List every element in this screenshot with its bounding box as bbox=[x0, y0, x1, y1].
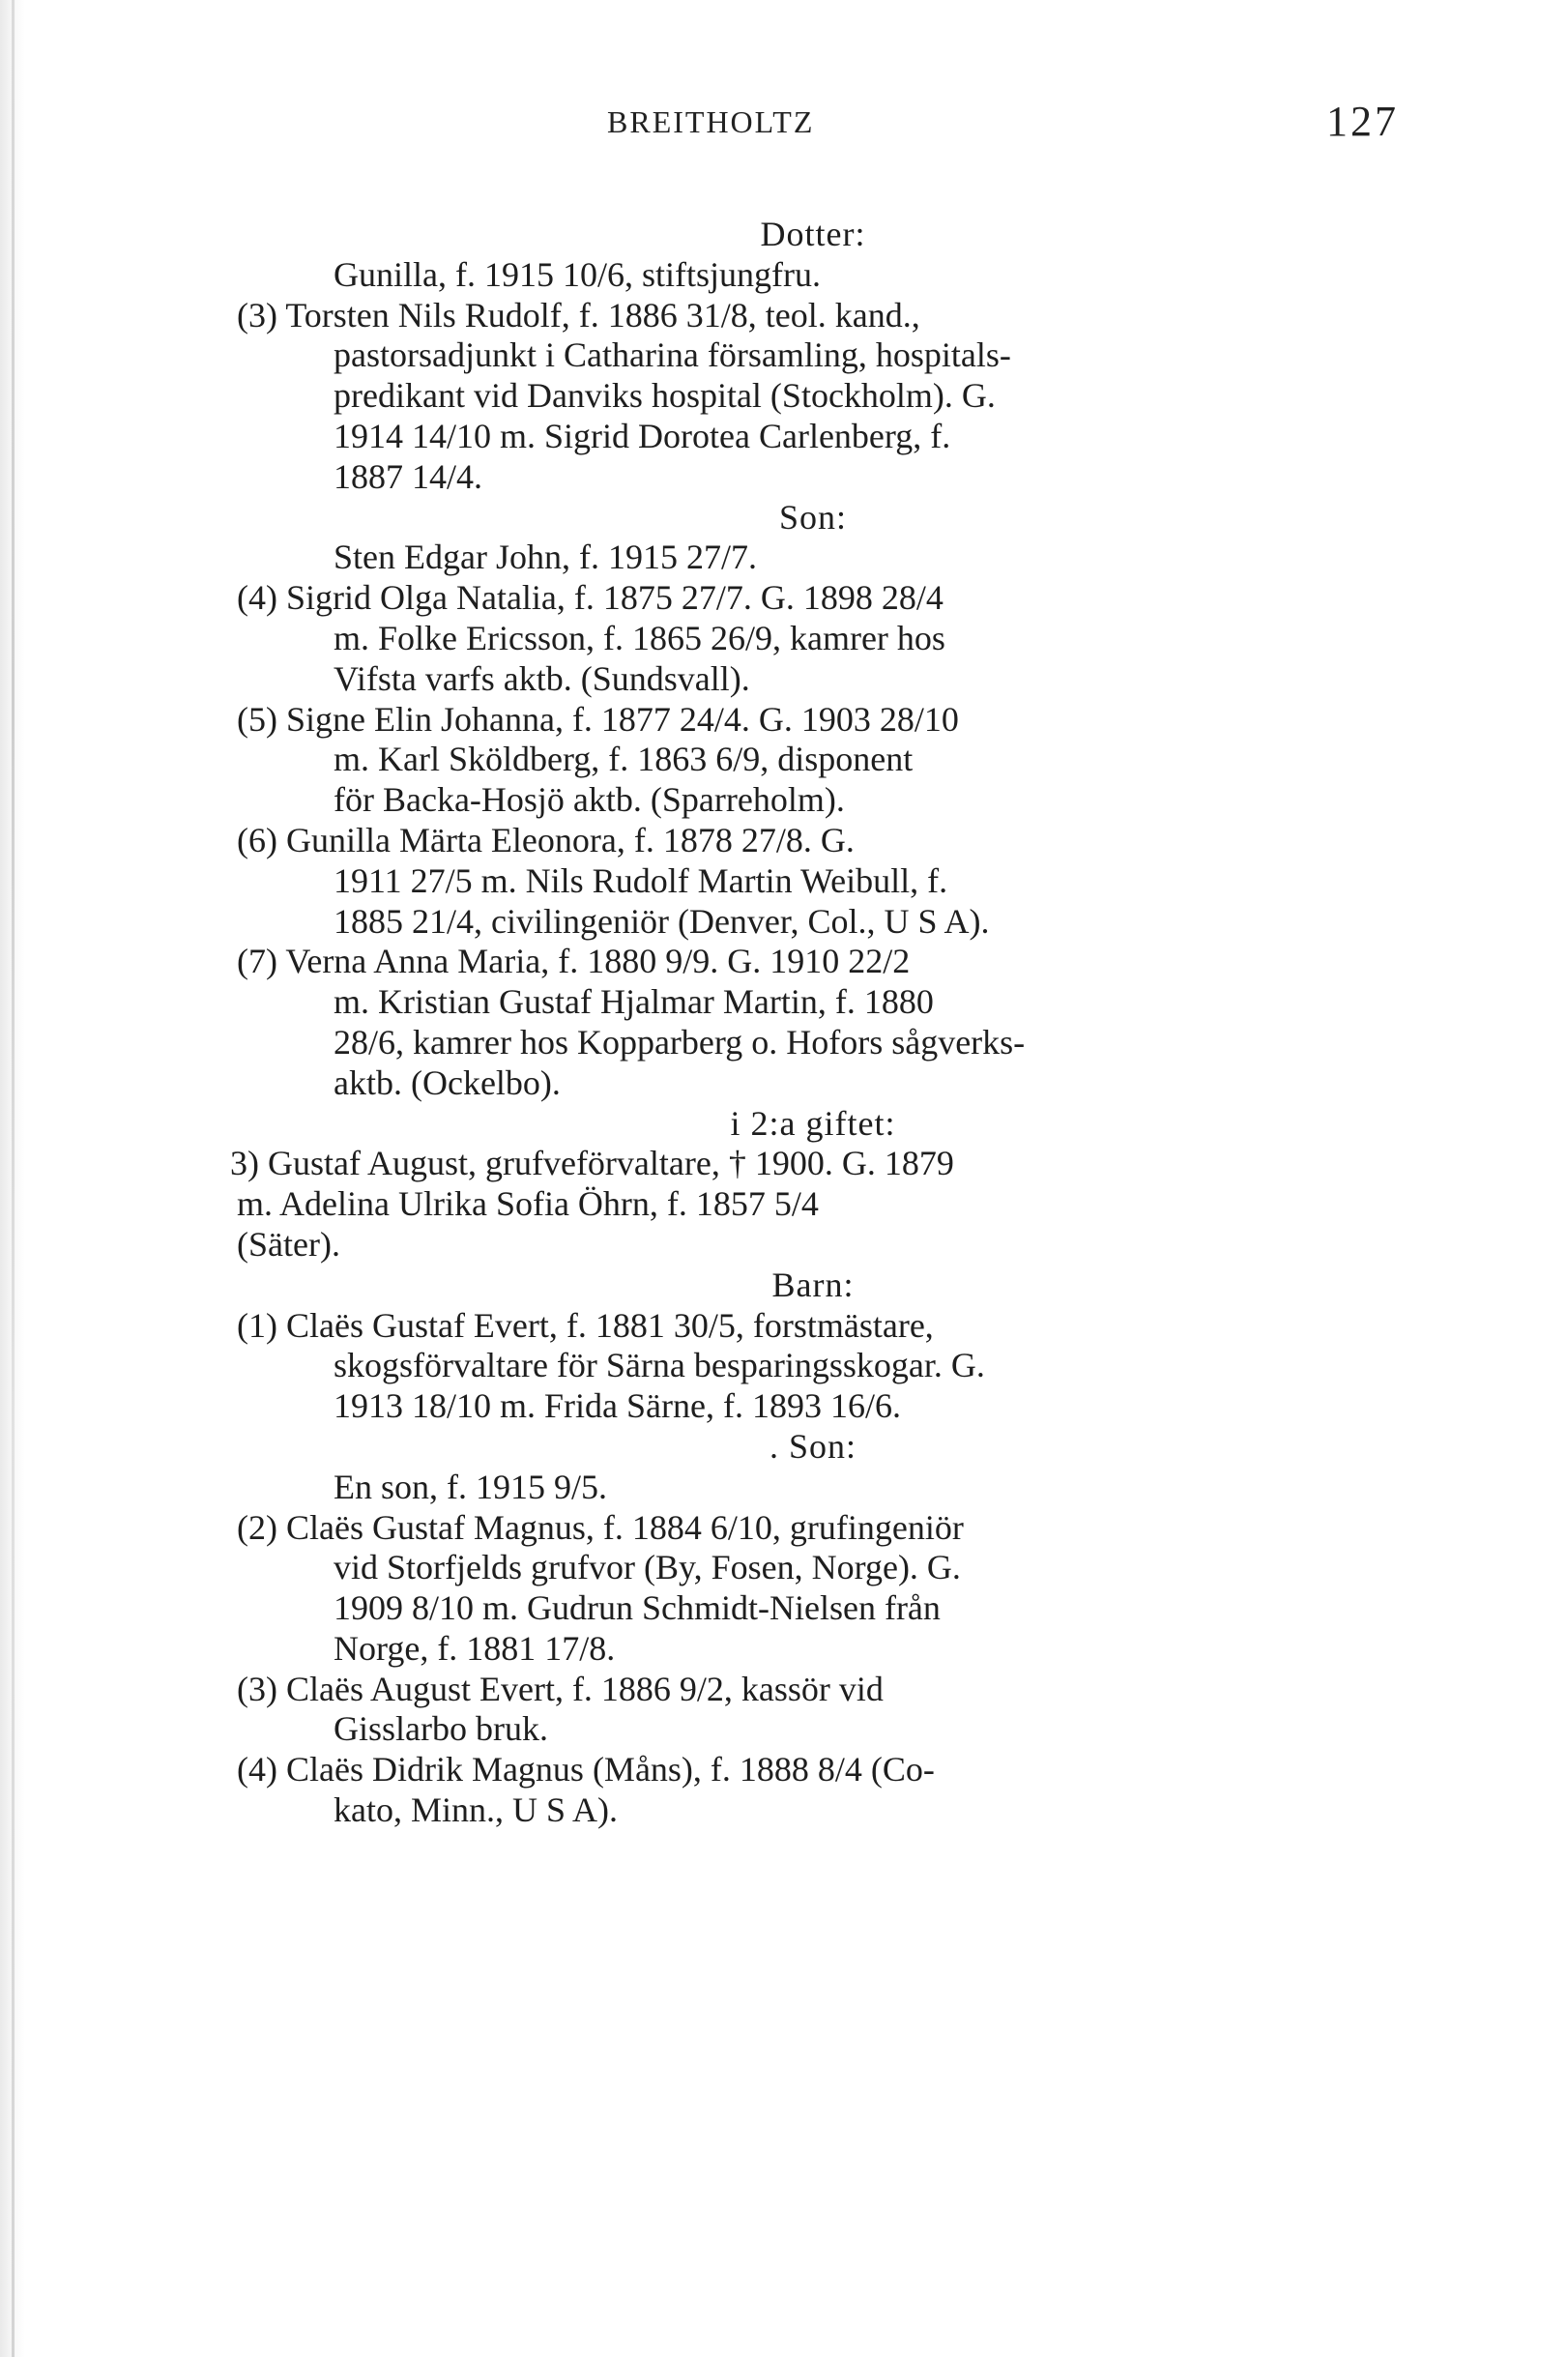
text-line: skogsförvaltare för Särna besparingsskogar. G. bbox=[334, 1346, 985, 1385]
text-line: 1911 27/5 m. Nils Rudolf Martin Weibull, f. bbox=[334, 860, 948, 900]
genealogy-text-body bbox=[0, 215, 1568, 1831]
section-heading: . Son: bbox=[769, 1426, 857, 1466]
page-header bbox=[0, 98, 1568, 162]
text-line: (3) Torsten Nils Rudolf, f. 1886 31/8, teol. kand., bbox=[237, 295, 920, 335]
text-line: (3) Claës August Evert, f. 1886 9/2, kassör vid bbox=[237, 1669, 884, 1708]
text-line: vid Storfjelds grufvor (By, Fosen, Norge). G. bbox=[334, 1548, 961, 1587]
text-line: (2) Claës Gustaf Magnus, f. 1884 6/10, grufingeniör bbox=[237, 1507, 964, 1547]
text-line: 1914 14/10 m. Sigrid Dorotea Carlenberg, f. bbox=[334, 416, 951, 455]
text-line: 28/6, kamrer hos Kopparberg o. Hofors sågverks- bbox=[334, 1022, 1026, 1062]
text-line: 1887 14/4. bbox=[334, 456, 483, 496]
text-line: 3) Gustaf August, grufveförvaltare, † 1900. G. 1879 bbox=[230, 1144, 954, 1183]
text-line: (4) Claës Didrik Magnus (Måns), f. 1888 8/4 (Co- bbox=[237, 1750, 935, 1790]
text-line: kato, Minn., U S A). bbox=[334, 1790, 619, 1830]
text-line: (7) Verna Anna Maria, f. 1880 9/9. G. 1910 22/2 bbox=[237, 942, 911, 981]
running-head: BREITHOLTZ bbox=[607, 104, 815, 139]
page-number: 127 bbox=[1326, 98, 1399, 145]
section-heading: Barn: bbox=[771, 1265, 855, 1304]
text-line: m. Kristian Gustaf Hjalmar Martin, f. 1880 bbox=[334, 982, 934, 1022]
text-line: 1885 21/4, civilingeniör (Denver, Col., U S A). bbox=[334, 901, 990, 941]
text-line: predikant vid Danviks hospital (Stockholm). G. bbox=[334, 376, 996, 416]
section-heading: Son: bbox=[778, 497, 848, 537]
text-line: m. Folke Ericsson, f. 1865 26/9, kamrer hos bbox=[334, 618, 945, 657]
text-line: 1909 8/10 m. Gudrun Schmidt-Nielsen från bbox=[334, 1588, 941, 1628]
section-heading: Dotter: bbox=[760, 215, 866, 253]
text-line: (1) Claës Gustaf Evert, f. 1881 30/5, forstmästare, bbox=[237, 1305, 934, 1345]
text-line: Gunilla, f. 1915 10/6, stiftsjungfru. bbox=[334, 254, 821, 294]
text-line: Sten Edgar John, f. 1915 27/7. bbox=[334, 538, 757, 577]
text-line: (Säter). bbox=[237, 1224, 340, 1264]
text-line: Vifsta varfs aktb. (Sundsvall). bbox=[334, 658, 750, 698]
text-line: för Backa-Hosjö aktb. (Sparreholm). bbox=[334, 780, 845, 820]
text-line: Gisslarbo bruk. bbox=[334, 1709, 548, 1749]
text-line: m. Karl Sköldberg, f. 1863 6/9, disponent bbox=[334, 740, 914, 779]
section-heading: i 2:a giftet: bbox=[730, 1103, 896, 1143]
text-line: (6) Gunilla Märta Eleonora, f. 1878 27/8. G. bbox=[237, 820, 855, 859]
text-line: pastorsadjunkt i Catharina församling, hospitals- bbox=[334, 335, 1011, 375]
text-line: (5) Signe Elin Johanna, f. 1877 24/4. G. 1903 28/10 bbox=[237, 699, 959, 739]
text-line: 1913 18/10 m. Frida Särne, f. 1893 16/6. bbox=[334, 1386, 901, 1426]
text-line: En son, f. 1915 9/5. bbox=[334, 1467, 607, 1506]
text-line: Norge, f. 1881 17/8. bbox=[334, 1628, 616, 1668]
text-line: aktb. (Ockelbo). bbox=[334, 1062, 561, 1102]
text-line: m. Adelina Ulrika Sofia Öhrn, f. 1857 5/4 bbox=[237, 1184, 819, 1224]
text-line: (4) Sigrid Olga Natalia, f. 1875 27/7. G. 1898 28/4 bbox=[237, 578, 944, 618]
